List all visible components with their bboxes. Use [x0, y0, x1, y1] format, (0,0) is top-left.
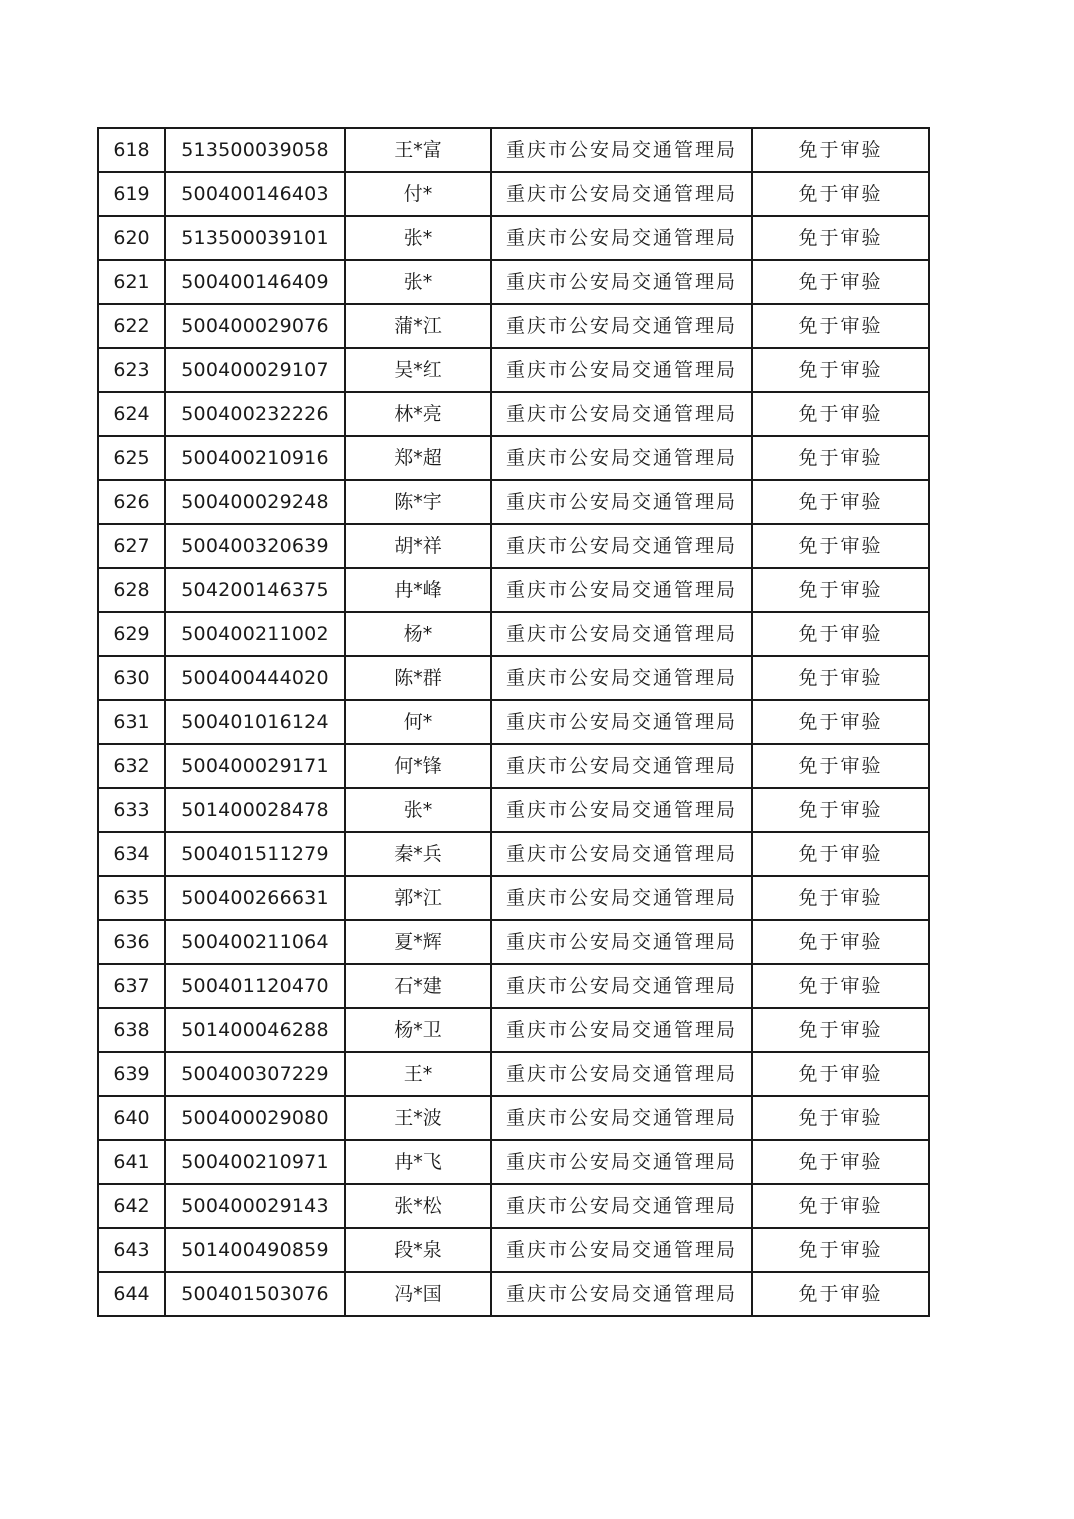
name-cell: 吴*红: [345, 348, 491, 392]
status-cell: 免于审验: [752, 876, 929, 920]
id-number-cell: 501400028478: [165, 788, 345, 832]
roster-table-body: [98, 128, 929, 1316]
status-cell: 免于审验: [752, 656, 929, 700]
id-number-cell: 513500039058: [165, 128, 345, 172]
row-number-cell: 619: [98, 172, 165, 216]
status-cell: 免于审验: [752, 568, 929, 612]
id-number-cell: 513500039101: [165, 216, 345, 260]
id-number-cell: 500400029143: [165, 1184, 345, 1228]
name-cell: 张*: [345, 788, 491, 832]
status-cell: 免于审验: [752, 612, 929, 656]
status-cell: 免于审验: [752, 788, 929, 832]
row-number-cell: 638: [98, 1008, 165, 1052]
table-row: [98, 568, 929, 612]
status-cell: 免于审验: [752, 172, 929, 216]
row-number-cell: 618: [98, 128, 165, 172]
row-number-cell: 633: [98, 788, 165, 832]
row-number-cell: 630: [98, 656, 165, 700]
name-cell: 陈*群: [345, 656, 491, 700]
table-row: [98, 1052, 929, 1096]
name-cell: 胡*祥: [345, 524, 491, 568]
table-row: [98, 744, 929, 788]
name-cell: 冉*峰: [345, 568, 491, 612]
status-cell: 免于审验: [752, 1096, 929, 1140]
id-number-cell: 501400490859: [165, 1228, 345, 1272]
name-cell: 张*: [345, 260, 491, 304]
id-number-cell: 500400146403: [165, 172, 345, 216]
status-cell: 免于审验: [752, 1052, 929, 1096]
name-cell: 陈*宇: [345, 480, 491, 524]
table-row: [98, 612, 929, 656]
authority-cell: 重庆市公安局交通管理局: [491, 304, 752, 348]
status-cell: 免于审验: [752, 964, 929, 1008]
row-number-cell: 624: [98, 392, 165, 436]
authority-cell: 重庆市公安局交通管理局: [491, 832, 752, 876]
name-cell: 段*泉: [345, 1228, 491, 1272]
table-row: [98, 348, 929, 392]
authority-cell: 重庆市公安局交通管理局: [491, 480, 752, 524]
id-number-cell: 500400029171: [165, 744, 345, 788]
id-number-cell: 500400210971: [165, 1140, 345, 1184]
status-cell: 免于审验: [752, 700, 929, 744]
name-cell: 林*亮: [345, 392, 491, 436]
id-number-cell: 500400210916: [165, 436, 345, 480]
authority-cell: 重庆市公安局交通管理局: [491, 128, 752, 172]
status-cell: 免于审验: [752, 1184, 929, 1228]
id-number-cell: 500401511279: [165, 832, 345, 876]
table-row: [98, 436, 929, 480]
id-number-cell: 500400232226: [165, 392, 345, 436]
id-number-cell: 500400266631: [165, 876, 345, 920]
authority-cell: 重庆市公安局交通管理局: [491, 216, 752, 260]
name-cell: 王*波: [345, 1096, 491, 1140]
status-cell: 免于审验: [752, 524, 929, 568]
authority-cell: 重庆市公安局交通管理局: [491, 524, 752, 568]
id-number-cell: 504200146375: [165, 568, 345, 612]
table-row: [98, 216, 929, 260]
status-cell: 免于审验: [752, 1140, 929, 1184]
row-number-cell: 644: [98, 1272, 165, 1316]
row-number-cell: 627: [98, 524, 165, 568]
name-cell: 杨*: [345, 612, 491, 656]
id-number-cell: 500400307229: [165, 1052, 345, 1096]
name-cell: 冯*国: [345, 1272, 491, 1316]
row-number-cell: 620: [98, 216, 165, 260]
name-cell: 夏*辉: [345, 920, 491, 964]
status-cell: 免于审验: [752, 260, 929, 304]
id-number-cell: 500400146409: [165, 260, 345, 304]
row-number-cell: 636: [98, 920, 165, 964]
status-cell: 免于审验: [752, 304, 929, 348]
authority-cell: 重庆市公安局交通管理局: [491, 788, 752, 832]
status-cell: 免于审验: [752, 1272, 929, 1316]
authority-cell: 重庆市公安局交通管理局: [491, 876, 752, 920]
table-row: [98, 656, 929, 700]
name-cell: 王*富: [345, 128, 491, 172]
name-cell: 郑*超: [345, 436, 491, 480]
table-row: [98, 1008, 929, 1052]
name-cell: 付*: [345, 172, 491, 216]
row-number-cell: 635: [98, 876, 165, 920]
row-number-cell: 641: [98, 1140, 165, 1184]
row-number-cell: 642: [98, 1184, 165, 1228]
name-cell: 郭*江: [345, 876, 491, 920]
id-number-cell: 500400029248: [165, 480, 345, 524]
row-number-cell: 628: [98, 568, 165, 612]
status-cell: 免于审验: [752, 1008, 929, 1052]
status-cell: 免于审验: [752, 128, 929, 172]
status-cell: 免于审验: [752, 1228, 929, 1272]
authority-cell: 重庆市公安局交通管理局: [491, 920, 752, 964]
authority-cell: 重庆市公安局交通管理局: [491, 172, 752, 216]
status-cell: 免于审验: [752, 832, 929, 876]
table-row: [98, 128, 929, 172]
table-row: [98, 1096, 929, 1140]
name-cell: 冉*飞: [345, 1140, 491, 1184]
roster-table: [97, 127, 930, 1317]
authority-cell: 重庆市公安局交通管理局: [491, 1052, 752, 1096]
id-number-cell: 500400320639: [165, 524, 345, 568]
row-number-cell: 639: [98, 1052, 165, 1096]
authority-cell: 重庆市公安局交通管理局: [491, 1272, 752, 1316]
name-cell: 王*: [345, 1052, 491, 1096]
table-row: [98, 524, 929, 568]
row-number-cell: 632: [98, 744, 165, 788]
id-number-cell: 500400029076: [165, 304, 345, 348]
name-cell: 何*: [345, 700, 491, 744]
status-cell: 免于审验: [752, 392, 929, 436]
status-cell: 免于审验: [752, 216, 929, 260]
name-cell: 何*锋: [345, 744, 491, 788]
table-row: [98, 788, 929, 832]
table-row: [98, 1140, 929, 1184]
row-number-cell: 626: [98, 480, 165, 524]
authority-cell: 重庆市公安局交通管理局: [491, 700, 752, 744]
row-number-cell: 622: [98, 304, 165, 348]
authority-cell: 重庆市公安局交通管理局: [491, 744, 752, 788]
row-number-cell: 634: [98, 832, 165, 876]
table-row: [98, 172, 929, 216]
table-row: [98, 1272, 929, 1316]
status-cell: 免于审验: [752, 348, 929, 392]
name-cell: 张*松: [345, 1184, 491, 1228]
row-number-cell: 631: [98, 700, 165, 744]
id-number-cell: 500400211064: [165, 920, 345, 964]
id-number-cell: 500401503076: [165, 1272, 345, 1316]
name-cell: 秦*兵: [345, 832, 491, 876]
authority-cell: 重庆市公安局交通管理局: [491, 964, 752, 1008]
table-row: [98, 1184, 929, 1228]
id-number-cell: 500401016124: [165, 700, 345, 744]
id-number-cell: 500400029080: [165, 1096, 345, 1140]
status-cell: 免于审验: [752, 920, 929, 964]
authority-cell: 重庆市公安局交通管理局: [491, 1184, 752, 1228]
table-row: [98, 1228, 929, 1272]
authority-cell: 重庆市公安局交通管理局: [491, 656, 752, 700]
id-number-cell: 500400444020: [165, 656, 345, 700]
status-cell: 免于审验: [752, 480, 929, 524]
table-row: [98, 260, 929, 304]
table-row: [98, 964, 929, 1008]
authority-cell: 重庆市公安局交通管理局: [491, 392, 752, 436]
table-row: [98, 876, 929, 920]
authority-cell: 重庆市公安局交通管理局: [491, 260, 752, 304]
table-row: [98, 920, 929, 964]
name-cell: 石*建: [345, 964, 491, 1008]
authority-cell: 重庆市公安局交通管理局: [491, 1096, 752, 1140]
row-number-cell: 621: [98, 260, 165, 304]
name-cell: 杨*卫: [345, 1008, 491, 1052]
row-number-cell: 637: [98, 964, 165, 1008]
authority-cell: 重庆市公安局交通管理局: [491, 348, 752, 392]
name-cell: 蒲*江: [345, 304, 491, 348]
table-row: [98, 392, 929, 436]
table-row: [98, 832, 929, 876]
row-number-cell: 623: [98, 348, 165, 392]
authority-cell: 重庆市公安局交通管理局: [491, 436, 752, 480]
authority-cell: 重庆市公安局交通管理局: [491, 1228, 752, 1272]
table-row: [98, 480, 929, 524]
row-number-cell: 643: [98, 1228, 165, 1272]
row-number-cell: 640: [98, 1096, 165, 1140]
authority-cell: 重庆市公安局交通管理局: [491, 1008, 752, 1052]
row-number-cell: 629: [98, 612, 165, 656]
table-row: [98, 700, 929, 744]
authority-cell: 重庆市公安局交通管理局: [491, 612, 752, 656]
table-row: [98, 304, 929, 348]
authority-cell: 重庆市公安局交通管理局: [491, 568, 752, 612]
id-number-cell: 501400046288: [165, 1008, 345, 1052]
id-number-cell: 500401120470: [165, 964, 345, 1008]
name-cell: 张*: [345, 216, 491, 260]
row-number-cell: 625: [98, 436, 165, 480]
id-number-cell: 500400211002: [165, 612, 345, 656]
authority-cell: 重庆市公安局交通管理局: [491, 1140, 752, 1184]
status-cell: 免于审验: [752, 744, 929, 788]
status-cell: 免于审验: [752, 436, 929, 480]
id-number-cell: 500400029107: [165, 348, 345, 392]
